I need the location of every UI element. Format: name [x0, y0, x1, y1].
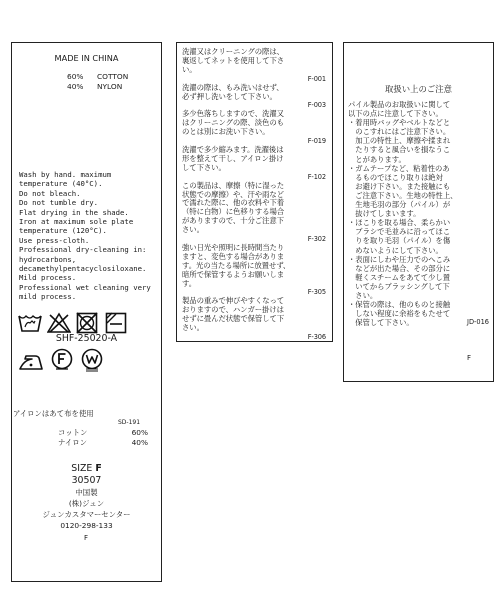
handling-line: るものでほこり取りは絶対 [348, 172, 443, 182]
phone-number: 0120-298-133 [60, 521, 113, 530]
care-block-code: F-306 [307, 333, 326, 341]
fiber-row-jp: コットン 60% [58, 428, 148, 437]
care-block [182, 182, 326, 244]
handling-bottom-mark: F [467, 354, 472, 362]
care-block-line: 状態での摩擦）や、汗や雨など [182, 189, 284, 199]
care-block-line: して下さい。 [182, 162, 226, 172]
care-block [182, 110, 326, 146]
handling-line: などが出た場合、その部分に [348, 263, 451, 273]
handling-last-row: 保管して下さい。 JD-016 [348, 318, 489, 327]
no-tumble-dry-icon [76, 312, 98, 334]
dry-clean-f-icon [51, 348, 73, 370]
handling-line: ・表面にしわや圧力でのへこみ [348, 254, 451, 264]
care-symbols [14, 308, 134, 398]
care-block-line: 多少色落ちしますので、洗濯又 [182, 109, 284, 119]
care-notes-jp-label [176, 42, 333, 342]
care-en-line: Professional dry-cleaning in: [19, 245, 147, 255]
care-block [182, 48, 326, 84]
handling-notes [348, 100, 491, 318]
wet-clean-w-icon [81, 348, 103, 372]
care-notes-jp [182, 48, 326, 342]
care-en-line: decamethylpentacyclosiloxane. [19, 264, 147, 274]
handling-line: ・保管の際は、他のものと接触 [348, 300, 451, 310]
fiber-row: 40% NYLON [67, 81, 123, 91]
care-block-line: さい。 [182, 225, 204, 235]
handling-line: 軽くスチームをあてて少し置 [348, 272, 451, 282]
handling-line: 以下の点に注意して下さい。 [348, 109, 443, 119]
care-block-line: 形を整えて干し、アイロン掛け [182, 153, 284, 163]
care-block-code: F-305 [307, 288, 326, 297]
handling-line: のこすれにはご注意下さい。 [348, 127, 451, 137]
care-block-line: で濡れた際に、他の衣料や下着 [182, 198, 285, 208]
care-instructions-en [19, 170, 151, 302]
care-en-line: mild process. [19, 292, 77, 302]
handling-line: いてからブラッシングして下 [348, 281, 450, 291]
care-block-line: 裏返してネットを使用して下さ [182, 55, 285, 65]
handling-line: パイル製品のお取扱いに関して [348, 100, 451, 109]
care-block-line: ますと、変色する場合がありま [182, 251, 285, 261]
iron-note: アイロンはあて布を使用 [13, 409, 94, 418]
handling-line: とがあります。 [348, 154, 406, 164]
care-block-code: F-003 [307, 101, 326, 110]
care-en-line: Wash by hand. maximum [19, 170, 112, 179]
handling-line: ご注意下さい。生地の特性上、 [348, 190, 458, 200]
care-block-line: 洗濯の際は、もみ洗いはせず、 [182, 82, 284, 92]
care-en-line: Do not tumble dry. [19, 198, 99, 208]
handling-notes-label [343, 42, 494, 382]
care-block [182, 297, 326, 342]
sd-code: SD-191 [118, 419, 141, 426]
bottom-mark: F [84, 534, 89, 542]
handling-line: たりすると風合いを損なうこ [348, 145, 451, 155]
size-row: SIZE F [71, 463, 102, 474]
care-block-line: 洗濯で多少縮みます。洗濯後は [182, 144, 284, 154]
flat-dry-shade-icon [105, 312, 127, 334]
care-block [182, 244, 326, 297]
handling-line: しない程度に余裕をもたせて [348, 309, 451, 319]
label-footer [11, 463, 162, 531]
care-en-line: temperature (40°C). [19, 179, 103, 189]
care-block-line: がありますので、十分ご注意下 [182, 216, 284, 226]
care-block-line: 暗所で保管するようお願いしま [182, 269, 285, 279]
care-block [182, 146, 326, 182]
care-en-line: Flat drying in the shade. [19, 207, 129, 217]
care-block-line: この製品は、摩擦（特に湿った [182, 180, 285, 190]
care-block-code: F-302 [307, 235, 326, 244]
fiber-composition-en [67, 72, 128, 91]
care-block-line: おりますので、ハンガー掛けは [182, 305, 284, 315]
handling-line: 抜けてしまいます。 [348, 209, 421, 219]
handling-line: ブラシで毛並みに沿ってほこ [348, 227, 451, 237]
care-block-code: F-102 [307, 172, 326, 181]
company-name: (株)ジュン [68, 499, 105, 508]
hand-wash-icon [18, 312, 42, 334]
care-block-code: F-019 [307, 137, 326, 146]
product-code: SHF-25020-A [55, 333, 118, 344]
care-block-code: F-001 [307, 74, 326, 83]
handling-line: ・ほこりを取る場合、柔らかい [348, 218, 451, 228]
care-block-line: 必ず押し洗いをして下さい。 [182, 91, 277, 101]
care-block-line: 洗濯又はクリーニングの際は、 [182, 47, 284, 56]
care-block [182, 84, 326, 111]
handling-line: ・ガムテープなど、粘着性のあ [348, 163, 450, 173]
handling-line: めないようにして下さい。 [348, 245, 443, 255]
care-en-line: hydrocarbons, [19, 254, 77, 264]
made-in-jp: 中国製 [75, 488, 98, 497]
care-block-line: 製品の重みで伸びやすくなって [182, 296, 285, 306]
care-block-line: （特に白物）に色移りする場合 [182, 207, 285, 217]
iron-icon [18, 352, 44, 372]
handling-line: 生地毛羽の部分（パイル）が [348, 200, 451, 210]
handling-line: ・着用時バッグやベルトなどと [348, 118, 451, 128]
fiber-row-jp: ナイロン 40% [58, 437, 148, 447]
care-en-line: Do not bleach. [19, 188, 81, 198]
customer-center: ジュンカスタマーセンター [42, 510, 131, 519]
care-block-line: す。光の当たる場所に放置せず、 [182, 260, 291, 270]
handling-title: 取扱い上のご注意 [385, 84, 452, 94]
care-block-line: 強い日光や照明に長時間当たり [182, 242, 285, 252]
fiber-row: 60% COTTON [67, 72, 129, 81]
care-block-line: す。 [182, 278, 196, 288]
care-en-line: Mild process. [19, 273, 77, 283]
handling-line: さい。 [348, 290, 378, 300]
fiber-composition-jp [58, 428, 148, 447]
care-en-line: Professional wet cleaning very [19, 282, 151, 292]
care-block-line: せずに畳んだ状態で保管して下 [182, 314, 285, 324]
no-bleach-icon [47, 312, 71, 334]
handling-line: りを取り毛羽（パイル）を傷 [348, 236, 451, 246]
item-number: 30507 [71, 475, 102, 486]
care-en-line: Iron at maximum sole plate [19, 217, 134, 227]
handling-line: 加工の特性上、摩擦や揉まれ [348, 136, 451, 146]
care-block-line: はクリーニングの際、淡色のも [182, 118, 284, 128]
made-in-text: MADE IN CHINA [54, 53, 119, 63]
care-en-line: temperature (120°C). [19, 226, 107, 236]
care-block-line: い。 [182, 64, 197, 74]
care-block-line: のとは別にお洗い下さい。 [182, 127, 270, 137]
care-en-line: Use press-cloth. [19, 235, 90, 245]
care-block-line: さい。 [182, 323, 204, 333]
handling-line: お避け下さい。また接触にも [348, 181, 451, 191]
